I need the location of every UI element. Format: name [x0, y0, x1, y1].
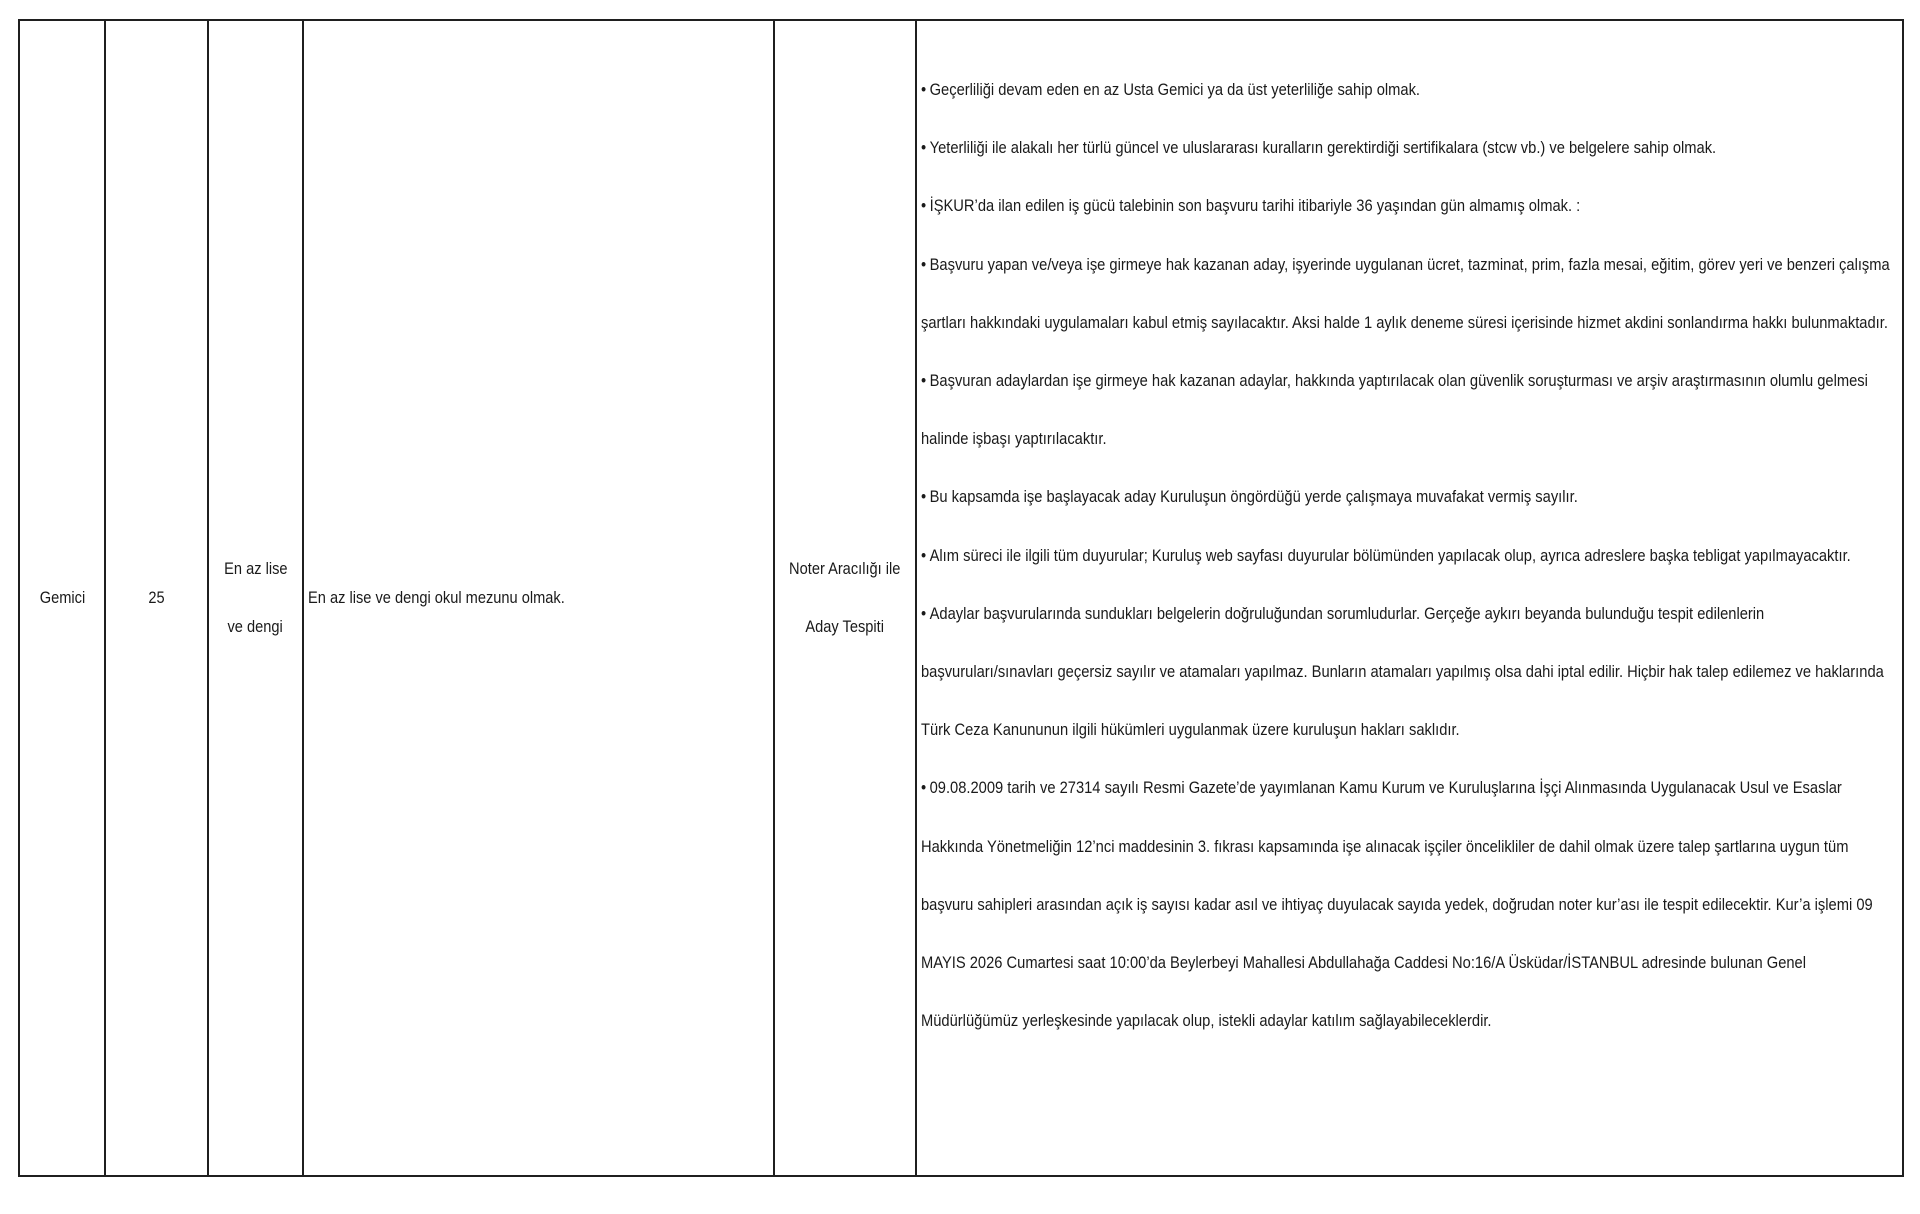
job-posting-table	[18, 19, 1904, 1177]
education-level-line-2: ve dengi	[227, 617, 284, 636]
bullet-icon: •	[921, 196, 927, 216]
requirement-item	[921, 61, 1894, 119]
vacancy-count-cell	[106, 21, 209, 1175]
bullet-icon: •	[921, 545, 927, 565]
bullet-icon: •	[921, 603, 927, 623]
requirement-text: Geçerliliği devam eden en az Usta Gemici ya da üst yeterliliğe sahip olmak.	[929, 80, 1421, 99]
requirement-text: Yeterliliği ile alakalı her türlü güncel ve uluslararası kuralların gerektirdiği sertifikalara (stcw vb.) ve belgelere sahip olmak.	[929, 138, 1717, 158]
bullet-icon: •	[921, 778, 927, 798]
bullet-icon: •	[921, 487, 927, 507]
bullet-icon: •	[921, 80, 927, 99]
requirement-item	[921, 585, 1894, 760]
requirement-text: Alım süreci ile ilgili tüm duyurular; Kuruluş web sayfası duyurular bölümünden yapılacak olup, ayrıca adreslere başka tebligat yapılmayacaktır.	[929, 545, 1851, 565]
education-level-line-1: En az lise	[223, 559, 288, 578]
requirement-text: Adaylar başvurularında sundukları belgelerin doğruluğundan sorumludurlar. Gerçeğe aykırı beyanda bulunduğu tespit edilenlerin başvuruları/sınavları geçersiz sayılır ve atamaları yapılmaz. Bunların atamaları yapılmış olsa dahi iptal edilir. Hiçbir hak talep edilemez ve haklarında Türk Ceza Kanununun ilgili hükümleri uygulanmak üzere kuruluşun hakları saklıdır.	[921, 603, 1884, 740]
requirement-item	[921, 759, 1894, 1050]
education-level-cell	[209, 21, 304, 1175]
requirement-item	[921, 468, 1894, 526]
position-title-cell	[20, 21, 106, 1175]
requirement-text: Başvuran adaylardan işe girmeye hak kazanan adaylar, hakkında yaptırılacak olan güvenlik soruşturması ve arşiv araştırmasının olumlu gelmesi halinde işbaşı yaptırılacaktır.	[921, 371, 1868, 449]
requirement-item	[921, 119, 1894, 177]
bullet-icon: •	[921, 254, 927, 274]
selection-method-cell	[775, 21, 917, 1175]
bullet-icon: •	[921, 138, 927, 158]
requirement-item	[921, 527, 1894, 585]
requirement-item	[921, 177, 1894, 235]
requirement-text: 09.08.2009 tarih ve 27314 sayılı Resmi Gazete’de yayımlanan Kamu Kurum ve Kuruluşlarına İşçi Alınmasında Uygulanacak Usul ve Esaslar Hakkında Yönetmeliğin 12’nci maddesinin 3. fıkrası kapsamında işe alınacak işçiler öncelikliler de dahil olmak üzere talep şartlarına uygun tüm başvuru sahipleri arasından açık iş sayısı kadar asıl ve ihtiyaç duyulacak sayıda yedek, doğrudan noter kur’ası ile tespit edilecektir. Kur’a işlemi 09 MAYIS 2026 Cumartesi saat 10:00’da Beylerbeyi Mahallesi Abdullahağa Caddesi No:16/A Üsküdar/İSTANBUL adresinde bulunan Genel Müdürlüğümüz yerleşkesinde yapılacak olup, istekli adaylar katılım sağlayabileceklerdir.	[921, 778, 1873, 1031]
requirement-text: İŞKUR’da ilan edilen iş gücü talebinin son başvuru tarihi itibariyle 36 yaşından gün almamış olmak. :	[929, 196, 1581, 216]
position-title: Gemici	[39, 588, 85, 607]
qualification-text: En az lise ve dengi okul mezunu olmak.	[308, 588, 565, 607]
selection-method-line-1: Noter Aracılığı ile	[789, 559, 901, 578]
requirement-text: Başvuru yapan ve/veya işe girmeye hak kazanan aday, işyerinde uygulanan ücret, tazminat, prim, fazla mesai, eğitim, görev yeri ve benzeri çalışma şartları hakkındaki uygulamaları kabul etmiş sayılacaktır. Aksi halde 1 aylık deneme süresi içerisinde hizmet akdini sonlandırma hakkı bulunmaktadır.	[921, 254, 1890, 332]
vacancy-count: 25	[148, 588, 165, 607]
bullet-icon: •	[921, 371, 927, 391]
qualification-cell	[304, 21, 775, 1175]
selection-method-line-2: Aday Tespiti	[805, 617, 885, 636]
requirement-text: Bu kapsamda işe başlayacak aday Kuruluşun öngördüğü yerde çalışmaya muvafakat vermiş sayılır.	[929, 487, 1578, 507]
requirement-item	[921, 236, 1894, 352]
requirements-list	[921, 61, 1894, 1175]
requirements-cell	[917, 21, 1902, 1175]
requirement-item	[921, 352, 1894, 468]
